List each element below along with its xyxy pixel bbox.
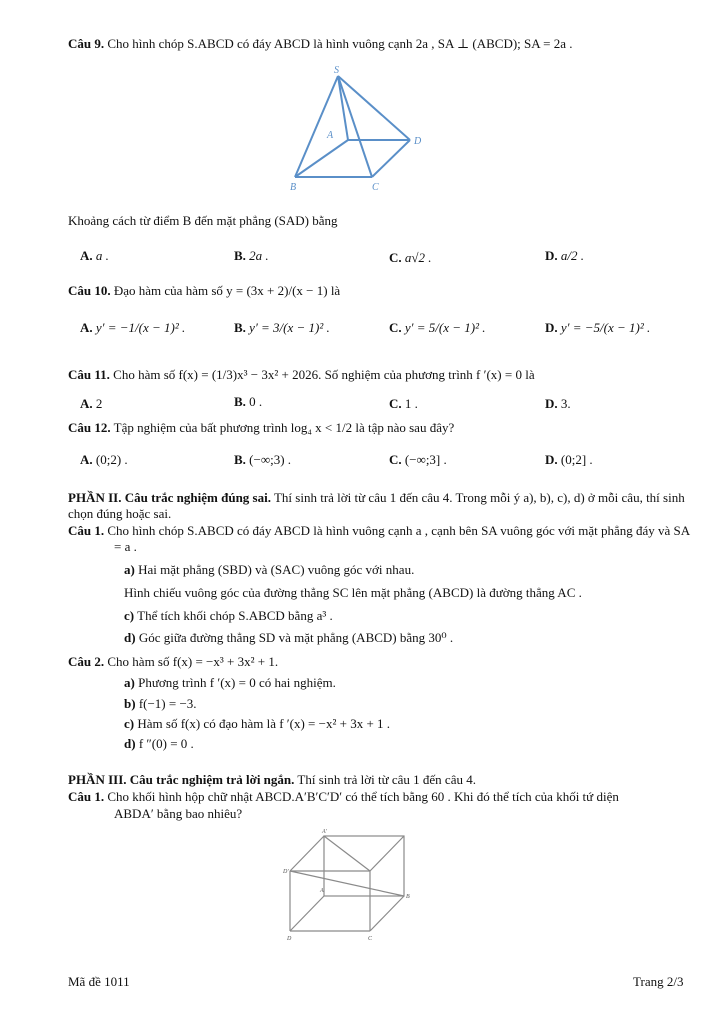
edge-cd [372,140,410,177]
q12-option-b: B. (−∞;3) . [234,452,292,467]
part2-instruction: Thí sinh trả lời từ câu 1 đến câu 4. Trong mỗi ý a), b), c), d) ở mỗi câu, thí sinh chọn đúng hoặc sai. [68,490,685,521]
part2-title: PHẦN II. Câu trắc nghiệm đúng sai. [68,490,271,505]
q12-option-a: A. (0;2) . [80,452,128,467]
q12-header [68,420,454,436]
part3-q1-text-line1: Cho khối hình hộp chữ nhật ABCD.A′B′C′D′ có thể tích bằng 60 . Khi đó thể tích của khối tứ diện [107,789,619,804]
label-d: D [414,136,422,147]
q11-option-c: C. 1 . [389,396,418,411]
q10-option-b: B. y′ = 3/(x − 1)² . [234,320,330,335]
part2-q2-item-c: c) Hàm số f(x) có đạo hàm là f ′(x) = −x² + 3x + 1 . [124,716,391,731]
q12-option-c: C. (−∞;3] . [389,452,447,467]
q9-prompt: Khoảng cách từ điểm B đến mặt phẳng (SAD) bằng [68,213,338,228]
footer-exam-code: Mã đề 1011 [68,974,130,989]
box-label-d: D [287,936,292,942]
part2-q2-text: Cho hàm số f(x) = −x³ + 3x² + 1. [107,654,279,669]
q9-option-a: A. a . [80,248,109,263]
q9-pyramid-figure [280,62,440,197]
q11-option-a: A. 2 [80,396,103,411]
q10-option-d: D. y′ = −5/(x − 1)² . [545,320,651,335]
edge-sa [338,76,348,140]
part3-q1-line1 [68,789,619,805]
q9-option-d: D. a/2 . [545,248,585,263]
q12-option-d: D. (0;2] . [545,452,593,467]
part3-heading [68,772,476,788]
label-a: A [327,130,334,141]
part3-instruction: Thí sinh trả lời từ câu 1 đến câu 4. [297,772,476,787]
q11-text: Cho hàm số f(x) = (1/3)x³ − 3x² + 2026. Số nghiệm của phương trình f ′(x) = 0 là [113,367,535,382]
q9-label: Câu 9. [68,36,105,51]
box-label-d1: D' [283,869,289,875]
q10-label: Câu 10. [68,283,111,298]
part2-q1-text: Cho hình chóp S.ABCD có đáy ABCD là hình vuông cạnh a , cạnh bên SA vuông góc với mặt phẳng đáy và SA = a . [107,523,690,554]
box-edge [370,896,404,931]
box-label-c: C [368,936,373,942]
footer-page-number: Trang 2/3 [633,974,684,989]
part3-title: PHẦN III. Câu trắc nghiệm trả lời ngắn. [68,772,295,787]
part2-q1-item-c: c) Thể tích khối chóp S.ABCD bằng a³ . [124,608,333,623]
q10-option-a: A. y′ = −1/(x − 1)² . [80,320,186,335]
label-s: S [334,65,339,76]
part3-q1-label: Câu 1. [68,789,105,804]
part2-q2-label: Câu 2. [68,654,105,669]
part2-q1-item-d: d) Góc giữa đường thẳng SD và mặt phẳng (ABCD) bằng 30⁰ . [124,630,454,645]
q10-text: Đạo hàm của hàm số y = (3x + 2)/(x − 1) là [113,283,341,298]
q9-header [68,36,573,52]
box-edge [290,896,324,931]
q11-header [68,367,535,383]
box-diagonal [290,871,404,896]
part2-q2 [68,654,278,670]
box-label-b: B [406,894,410,900]
part2-q2-item-b: b) f(−1) = −3. [124,696,197,711]
part2-heading [68,490,694,522]
box-edge [370,836,404,871]
part2-q1-label: Câu 1. [68,523,105,538]
q10-header [68,283,340,299]
part2-q1-item-a: a) Hai mặt phẳng (SBD) và (SAC) vuông góc với nhau. [124,562,415,577]
part3-q1-text-line2: ABDA′ bằng bao nhiêu? [114,806,243,821]
label-c: C [372,182,379,193]
part2-q2-item-a: a) Phương trình f ′(x) = 0 có hai nghiệm. [124,675,336,690]
box-diagonal [324,836,370,871]
box-label-a1: A' [322,829,327,835]
q10-option-c: C. y′ = 5/(x − 1)² . [389,320,486,335]
box-label-a: A [320,888,324,894]
q11-option-b: B. 0 . [234,394,263,409]
q11-label: Câu 11. [68,367,110,382]
box-edge [290,836,324,871]
part2-q2-item-d: d) f ″(0) = 0 . [124,736,194,751]
part2-q1 [68,523,694,555]
q12-label: Câu 12. [68,420,111,435]
q9-option-b: B. 2a . [234,248,269,263]
part3-box-figure [280,826,420,946]
q11-option-d: D. 3. [545,396,571,411]
q9-text: Cho hình chóp S.ABCD có đáy ABCD là hình vuông cạnh 2a , SA ⊥ (ABCD); SA = 2a . [107,36,573,51]
q12-text: Tập nghiệm của bất phương trình log₄ x < 1/2 là tập nào sau đây? [113,420,455,435]
label-b: B [290,182,297,193]
part2-q1-item-b: Hình chiếu vuông góc của đường thẳng SC lên mặt phẳng (ABCD) là đường thẳng AC . [124,585,582,600]
q9-option-c: C. a√2 . [389,250,432,265]
